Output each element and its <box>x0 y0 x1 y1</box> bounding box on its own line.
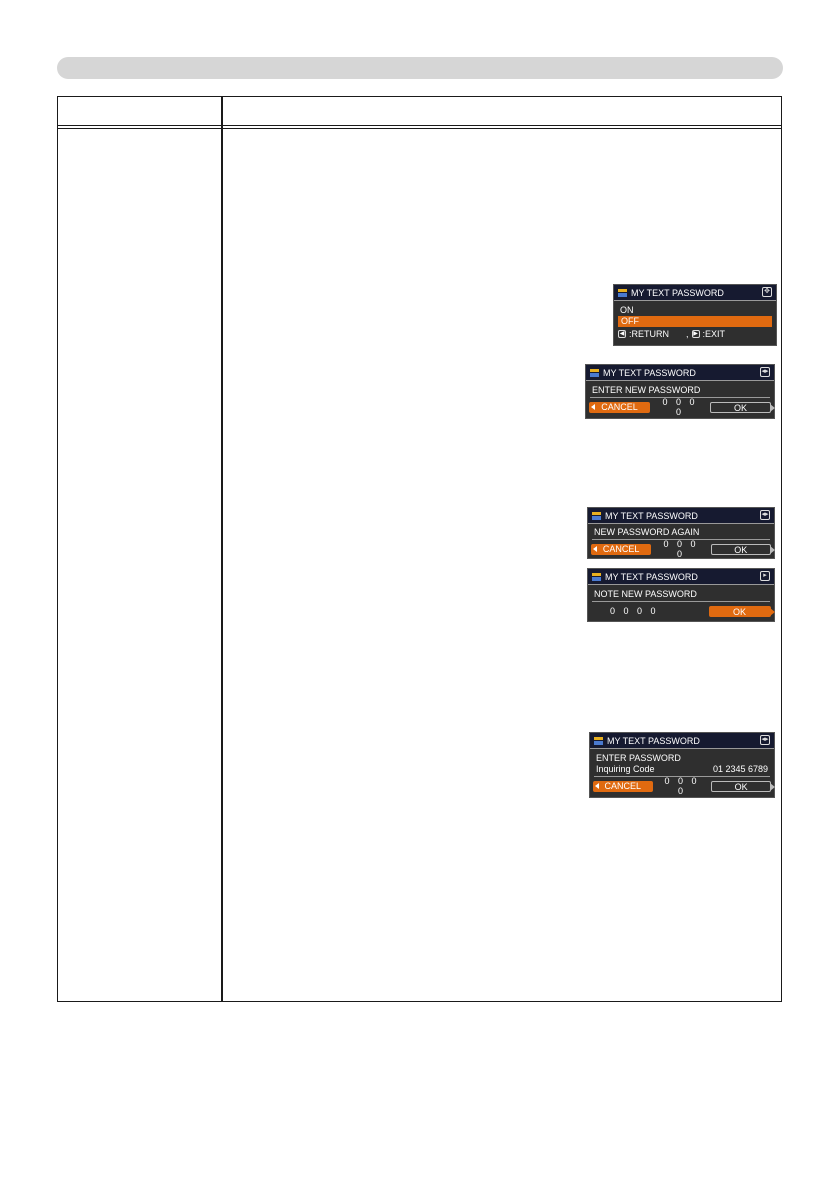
section-header-bar <box>57 57 783 79</box>
dialog-prompt: NEW PASSWORD AGAIN <box>594 527 700 537</box>
ok-button[interactable] <box>711 781 771 792</box>
cancel-button[interactable] <box>593 781 653 792</box>
cancel-label: CANCEL <box>602 543 640 554</box>
ok-label: OK <box>734 544 748 555</box>
right-triangle-icon <box>770 546 775 554</box>
my-text-password-onoff-dialog <box>613 284 777 346</box>
dialog-header <box>614 285 776 301</box>
ok-button[interactable] <box>710 402 771 413</box>
dialog-prompt: NOTE NEW PASSWORD <box>594 589 697 599</box>
dialog-title: MY TEXT PASSWORD <box>607 735 700 746</box>
left-arrow-icon: ◀ <box>619 330 625 337</box>
left-triangle-icon <box>593 546 597 552</box>
menu-logo-icon <box>592 573 601 581</box>
option-on[interactable]: ON <box>620 305 634 315</box>
right-arrow-icon: ▶ <box>693 330 698 337</box>
menu-logo-icon <box>618 289 627 297</box>
right-triangle-icon <box>770 404 775 412</box>
cancel-label: CANCEL <box>601 401 638 412</box>
menu-logo-icon <box>594 737 603 745</box>
table-column-divider <box>221 97 223 1001</box>
right-triangle-icon <box>770 783 775 791</box>
cancel-button[interactable] <box>591 544 651 555</box>
left-triangle-icon <box>591 404 595 410</box>
password-digits: 0 0 0 0 <box>610 606 659 616</box>
arrows-icon: ✥ <box>762 287 772 297</box>
ok-button[interactable] <box>709 606 771 617</box>
arrows-icon: ◂▸ <box>761 736 769 743</box>
new-password-again-dialog <box>587 507 775 559</box>
inquiring-code-label: Inquiring Code <box>596 764 655 774</box>
footer-separator: , <box>686 328 689 339</box>
menu-logo-icon <box>590 369 599 377</box>
ok-label: OK <box>734 781 748 792</box>
dialog-header <box>588 508 774 524</box>
dialog-header <box>586 365 774 381</box>
ok-label: OK <box>733 606 747 617</box>
ok-button[interactable] <box>711 544 771 555</box>
dialog-title: MY TEXT PASSWORD <box>603 367 696 378</box>
enter-password-dialog <box>589 732 775 798</box>
dialog-prompt: ENTER NEW PASSWORD <box>592 385 701 395</box>
inquiring-code-value: 01 2345 6789 <box>712 764 768 774</box>
ok-label: OK <box>733 402 747 413</box>
right-arrow-icon: ▸ <box>760 571 770 581</box>
dialog-prompt: ENTER PASSWORD <box>596 753 681 763</box>
table-header-border-double <box>58 128 781 129</box>
left-triangle-icon <box>595 783 599 789</box>
dialog-header <box>588 569 774 585</box>
password-digits[interactable]: 0 0 0 0 <box>662 397 698 417</box>
exit-label[interactable]: :EXIT <box>702 328 726 339</box>
arrows-icon: ◂▸ <box>761 511 769 518</box>
dialog-title: MY TEXT PASSWORD <box>605 510 698 521</box>
table-header-border <box>58 125 781 126</box>
dialog-title: MY TEXT PASSWORD <box>605 571 698 582</box>
arrows-icon: ◂▸ <box>761 368 769 375</box>
return-label[interactable]: :RETURN <box>629 328 669 339</box>
inquiring-code-row <box>590 764 774 775</box>
dialog-footer <box>614 327 776 340</box>
password-digits[interactable]: 0 0 0 0 <box>664 776 700 796</box>
note-new-password-dialog <box>587 568 775 622</box>
menu-logo-icon <box>592 512 601 520</box>
divider <box>592 601 770 602</box>
cancel-button[interactable] <box>589 402 650 413</box>
password-digits[interactable]: 0 0 0 0 <box>663 539 699 559</box>
dialog-title: MY TEXT PASSWORD <box>631 287 724 298</box>
enter-new-password-dialog <box>585 364 775 419</box>
dialog-header <box>590 733 774 749</box>
right-triangle-icon <box>770 608 775 616</box>
cancel-label: CANCEL <box>604 780 642 791</box>
option-off[interactable]: OFF <box>618 316 772 327</box>
